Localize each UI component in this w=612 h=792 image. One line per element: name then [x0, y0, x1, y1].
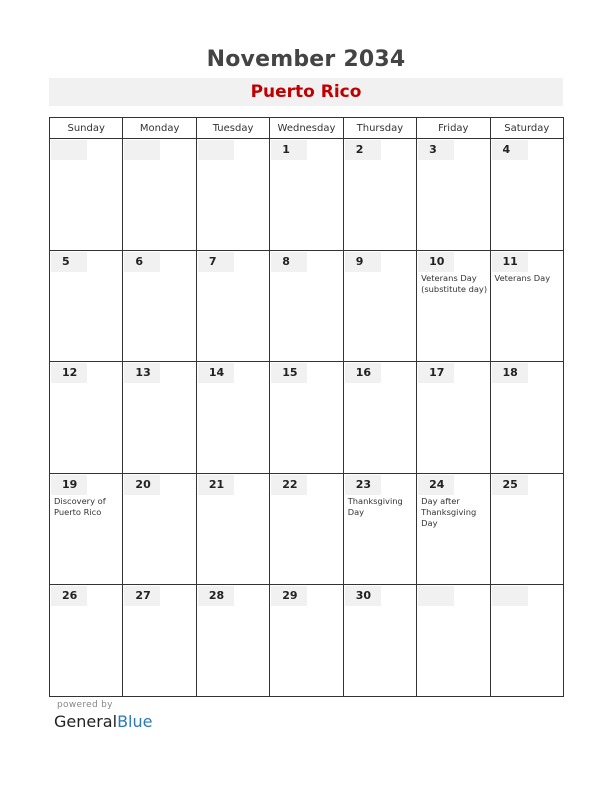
day-number: 16	[345, 363, 381, 383]
holiday-label: Day after Thanksgiving Day	[421, 495, 477, 528]
day-cell[interactable]	[270, 139, 343, 251]
day-cell[interactable]	[490, 250, 563, 362]
day-number: 23	[345, 475, 381, 495]
day-number: 26	[51, 586, 87, 606]
day-cell[interactable]	[490, 139, 563, 251]
day-number	[124, 140, 160, 160]
day-cell[interactable]	[50, 473, 123, 585]
day-number: 18	[492, 363, 528, 383]
weekday-header-row	[50, 118, 564, 139]
holiday-label: Veterans Day	[494, 272, 551, 283]
day-number: 10	[418, 252, 454, 272]
day-number: 25	[492, 475, 528, 495]
day-cell[interactable]	[196, 473, 269, 585]
day-number: 27	[124, 586, 160, 606]
day-cell[interactable]	[270, 362, 343, 474]
generalblue-logo[interactable]	[54, 712, 152, 731]
day-number: 12	[51, 363, 87, 383]
country-name: Puerto Rico	[250, 82, 362, 102]
day-cell[interactable]	[123, 585, 196, 697]
day-cell[interactable]	[50, 585, 123, 697]
day-number: 21	[198, 475, 234, 495]
weekday-tuesday: Tuesday	[196, 118, 269, 139]
day-number: 29	[271, 586, 307, 606]
day-number: 5	[51, 252, 87, 272]
day-cell[interactable]	[270, 250, 343, 362]
day-cell[interactable]	[343, 250, 416, 362]
day-number: 11	[492, 252, 528, 272]
day-number: 3	[418, 140, 454, 160]
day-number: 13	[124, 363, 160, 383]
day-number: 22	[271, 475, 307, 495]
day-cell[interactable]	[50, 362, 123, 474]
week-row	[50, 250, 564, 362]
weekday-sunday: Sunday	[50, 118, 123, 139]
day-number: 20	[124, 475, 160, 495]
day-cell[interactable]	[490, 585, 563, 697]
day-number: 4	[492, 140, 528, 160]
day-cell[interactable]	[490, 362, 563, 474]
weekday-saturday: Saturday	[490, 118, 563, 139]
day-number: 19	[51, 475, 87, 495]
day-cell[interactable]	[417, 585, 490, 697]
day-number: 1	[271, 140, 307, 160]
holiday-label: Discovery of Puerto Rico	[54, 495, 106, 517]
day-cell[interactable]	[417, 362, 490, 474]
week-row	[50, 362, 564, 474]
day-number: 6	[124, 252, 160, 272]
day-number: 8	[271, 252, 307, 272]
day-cell[interactable]	[343, 139, 416, 251]
day-cell[interactable]	[50, 139, 123, 251]
day-cell[interactable]	[417, 139, 490, 251]
weekday-friday: Friday	[417, 118, 490, 139]
day-cell[interactable]	[123, 473, 196, 585]
day-cell[interactable]	[417, 250, 490, 362]
day-cell[interactable]	[417, 473, 490, 585]
day-cell[interactable]	[343, 473, 416, 585]
day-cell[interactable]	[196, 250, 269, 362]
day-number: 24	[418, 475, 454, 495]
day-number	[51, 140, 87, 160]
week-row	[50, 139, 564, 251]
day-cell[interactable]	[196, 362, 269, 474]
day-cell[interactable]	[123, 250, 196, 362]
day-cell[interactable]	[270, 473, 343, 585]
week-row	[50, 473, 564, 585]
calendar-grid	[49, 117, 564, 697]
day-cell[interactable]	[490, 473, 563, 585]
weekday-wednesday: Wednesday	[270, 118, 343, 139]
holiday-label: Veterans Day (substitute day)	[421, 272, 488, 294]
day-cell[interactable]	[343, 362, 416, 474]
brand-blue: Blue	[117, 712, 153, 731]
day-cell[interactable]	[196, 585, 269, 697]
day-number: 9	[345, 252, 381, 272]
day-number	[198, 140, 234, 160]
country-banner	[49, 78, 563, 106]
day-cell[interactable]	[123, 362, 196, 474]
weekday-monday: Monday	[123, 118, 196, 139]
week-row	[50, 585, 564, 697]
day-cell[interactable]	[50, 250, 123, 362]
day-number: 14	[198, 363, 234, 383]
day-cell[interactable]	[196, 139, 269, 251]
day-cell[interactable]	[123, 139, 196, 251]
day-number: 15	[271, 363, 307, 383]
day-cell[interactable]	[343, 585, 416, 697]
holiday-label: Thanksgiving Day	[347, 495, 403, 517]
weekday-thursday: Thursday	[343, 118, 416, 139]
day-number	[492, 586, 528, 606]
day-number: 2	[345, 140, 381, 160]
day-number: 17	[418, 363, 454, 383]
day-number: 30	[345, 586, 381, 606]
day-number	[418, 586, 454, 606]
page-title: November 2034	[206, 47, 406, 72]
day-number: 7	[198, 252, 234, 272]
day-cell[interactable]	[270, 585, 343, 697]
day-number: 28	[198, 586, 234, 606]
brand-general: General	[54, 712, 118, 731]
powered-by-text: powered by	[57, 700, 113, 710]
